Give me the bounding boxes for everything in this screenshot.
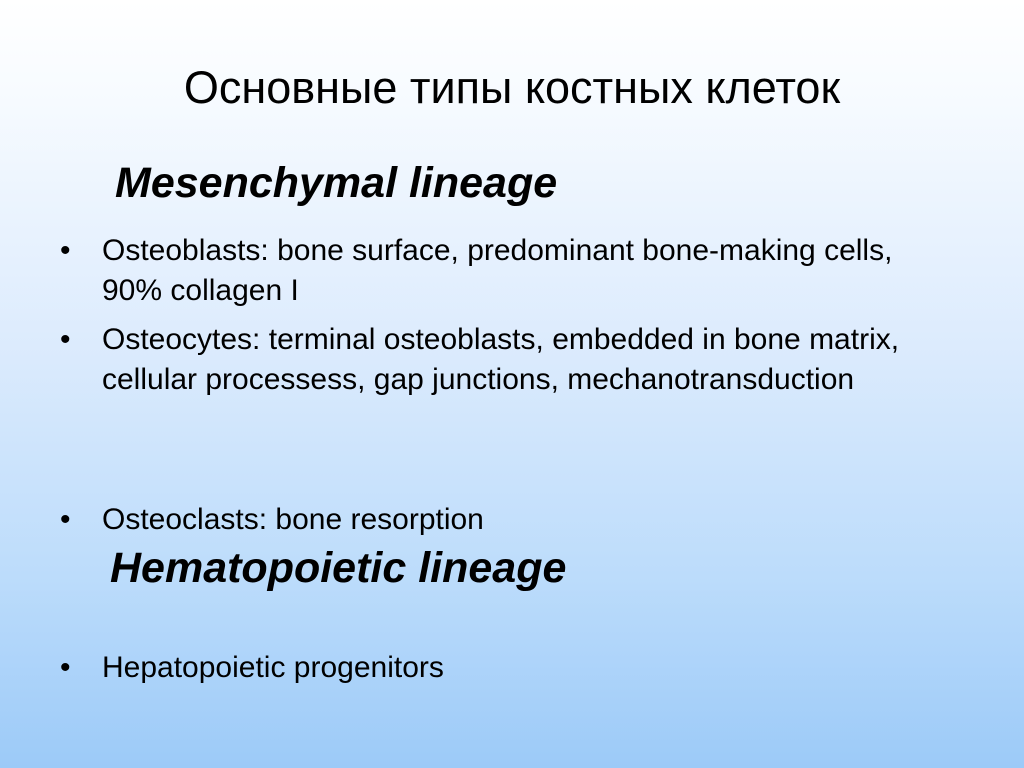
bullet-item-progenitors bbox=[60, 648, 940, 688]
bullet-icon: • bbox=[60, 234, 71, 267]
bullet-text: Osteocytes: terminal osteoblasts, embedded in bone matrix, cellular processess, gap junctions, mechanotransduction bbox=[102, 323, 900, 396]
bullet-item-osteocytes bbox=[60, 320, 940, 400]
slide-title: Основные типы костных клеток bbox=[183, 62, 841, 113]
section-heading-hematopoietic: Hematopoietic lineage bbox=[110, 544, 567, 592]
bullet-text: Osteoblasts: bone surface, predominant bone-making cells, 90% collagen I bbox=[102, 234, 893, 307]
bullet-icon: • bbox=[60, 503, 71, 536]
bullet-item-osteoclasts bbox=[60, 500, 940, 540]
bullet-icon: • bbox=[60, 651, 71, 684]
bullet-item-osteoblasts bbox=[60, 231, 940, 311]
bullet-text: Osteoclasts: bone resorption bbox=[102, 503, 484, 536]
bullet-text: Hepatopoietic progenitors bbox=[102, 651, 444, 684]
section-heading-mesenchymal: Mesenchymal lineage bbox=[115, 159, 558, 207]
bullet-icon: • bbox=[60, 323, 71, 356]
